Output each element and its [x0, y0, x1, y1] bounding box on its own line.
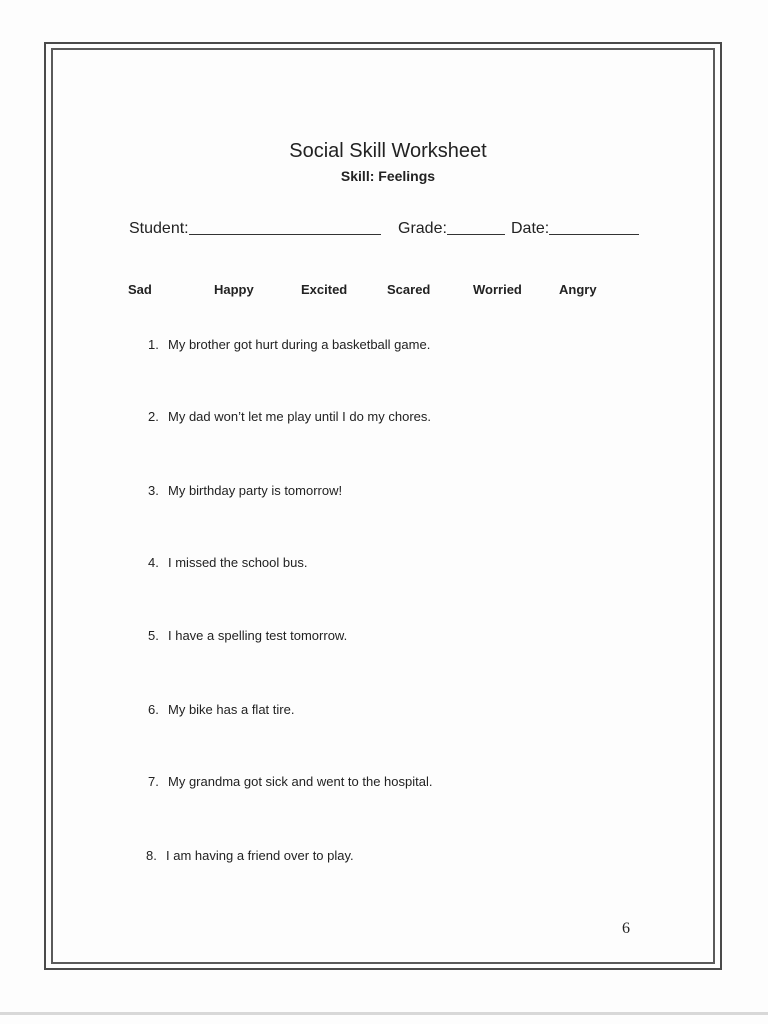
worksheet-title: Social Skill Worksheet — [289, 140, 487, 162]
date-label: Date: — [511, 220, 550, 237]
question-text: My dad won’t let me play until I do my chores. — [168, 409, 432, 424]
page-border-inner — [51, 48, 715, 964]
feeling-word: Sad — [128, 282, 152, 297]
feeling-word: Angry — [559, 282, 597, 297]
worksheet-subtitle: Skill: Feelings — [340, 168, 436, 184]
date-field — [511, 220, 639, 238]
feeling-word: Worried — [473, 282, 522, 297]
question-number: 5. — [148, 628, 159, 643]
page-number: 6 — [622, 920, 630, 937]
feeling-word: Happy — [214, 282, 254, 297]
feeling-word: Excited — [301, 282, 348, 297]
question-item — [148, 409, 431, 424]
question-text: My grandma got sick and went to the hospital. — [168, 774, 433, 789]
question-item — [148, 702, 294, 717]
question-number: 7. — [148, 774, 159, 789]
question-item — [148, 337, 430, 352]
scan-edge-shadow — [0, 1012, 768, 1015]
grade-label: Grade: — [398, 220, 447, 237]
question-text: I missed the school bus. — [168, 555, 308, 570]
feeling-word: Scared — [387, 282, 431, 297]
question-text: My bike has a flat tire. — [168, 702, 295, 717]
student-field — [129, 220, 381, 238]
question-text: I have a spelling test tomorrow. — [168, 628, 348, 643]
question-text: My birthday party is tomorrow! — [168, 483, 343, 498]
question-number: 4. — [148, 555, 159, 570]
question-item — [148, 483, 342, 498]
grade-field — [398, 220, 505, 238]
question-item — [146, 848, 354, 863]
feelings-word-bank — [0, 282, 768, 302]
question-number: 1. — [148, 337, 159, 352]
question-number: 2. — [148, 409, 159, 424]
grade-blank-line[interactable] — [447, 233, 505, 235]
date-blank-line[interactable] — [549, 233, 639, 235]
question-text: My brother got hurt during a basketball game. — [168, 337, 431, 352]
question-number: 6. — [148, 702, 159, 717]
question-item — [148, 628, 347, 643]
question-number: 3. — [148, 483, 159, 498]
question-item — [148, 555, 307, 570]
student-label: Student: — [129, 220, 189, 237]
question-text: I am having a friend over to play. — [166, 848, 354, 863]
student-blank-line[interactable] — [189, 233, 381, 235]
question-number: 8. — [146, 848, 157, 863]
question-item — [148, 774, 432, 789]
